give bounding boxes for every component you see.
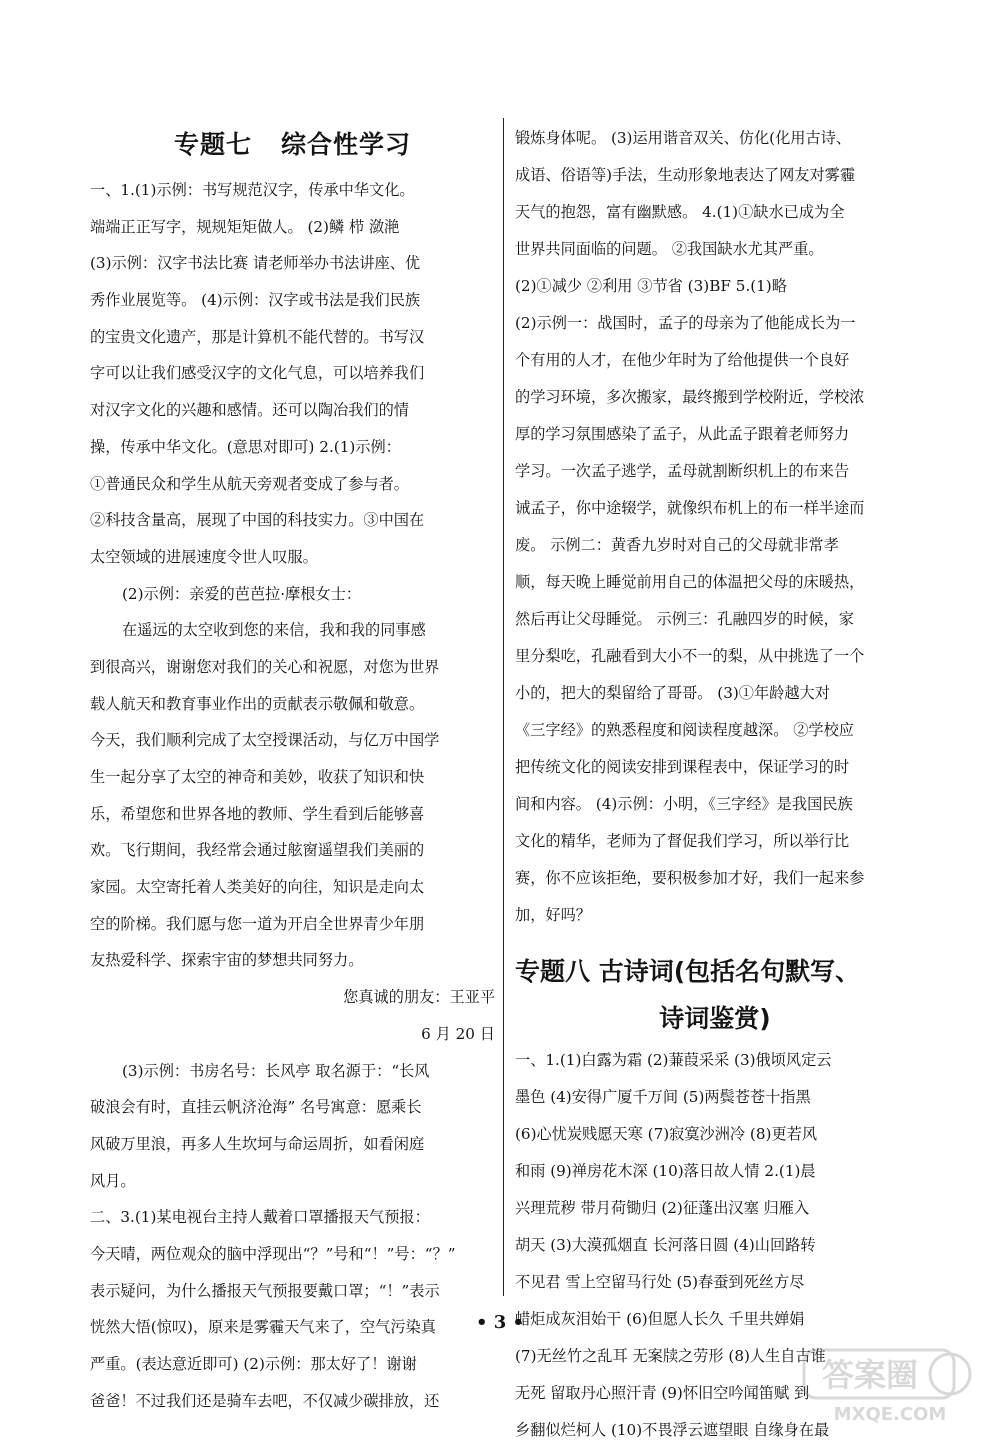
text-line: 欢。飞行期间，我经常会通过舷窗遥望我们美丽的 bbox=[90, 841, 425, 860]
section-title-8: 专题八 古诗词(包括名句默写、 bbox=[515, 957, 861, 986]
text-line: 一、1.(1)白露为霜 (2)蒹葭采采 (3)俄顷风定云 bbox=[515, 1051, 832, 1069]
text-line: 爸爸！不过我们还是骑车去吧，不仅减少碳排放，还 bbox=[90, 1391, 440, 1410]
text-line: 世界共同面临的问题。 ②我国缺水尤其严重。 bbox=[515, 240, 824, 258]
text-line: 里分梨吃，孔融看到大小不一的梨，从中挑选了一个 bbox=[515, 647, 865, 665]
text-line: 锻炼身体呢。 (3)运用谐音双关、仿化(化用古诗、 bbox=[515, 129, 852, 147]
text-line: 成语、俗语等)手法，生动形象地表达了网友对雾霾 bbox=[515, 166, 856, 184]
text-line: 把传统文化的阅读安排到课程表中，保证学习的时 bbox=[515, 758, 850, 776]
text-line: 兴理荒秽 带月荷锄归 (2)征蓬出汉塞 归雁入 bbox=[515, 1199, 810, 1217]
text-line: 端端正正写字，规规矩矩做人。 (2)鳞 栉 潋滟 bbox=[90, 217, 400, 236]
svg-text:MXQE.COM: MXQE.COM bbox=[833, 1404, 947, 1425]
text-line: (7)无丝竹之乱耳 无案牍之劳形 (8)人生自古谁 bbox=[515, 1347, 826, 1365]
text-line: 空的阶梯。我们愿与您一道为开启全世界青少年朋 bbox=[90, 914, 425, 933]
text-line: 表示疑问，为什么播报天气预报要戴口罩；“！”表示 bbox=[90, 1281, 440, 1300]
text-line: 废。 示例二：黄香九岁时对自己的父母就非常孝 bbox=[515, 536, 839, 554]
letter-signature: 您真诚的朋友：王亚平 bbox=[343, 988, 495, 1007]
section-title-7: 专题七 综合性学习 bbox=[173, 130, 412, 159]
text-line: 字可以让我们感受汉字的文化气息，可以培养我们 bbox=[90, 364, 425, 383]
text-line: (3)示例：书房名号：长风亭 取名源于：“长风 bbox=[122, 1061, 430, 1080]
text-line: 个有用的人才，在他少年时为了给他提供一个良好 bbox=[515, 351, 850, 369]
text-line: 墨色 (4)安得广厦千万间 (5)两鬓苍苍十指黑 bbox=[515, 1088, 811, 1106]
text-line: 严重。(表达意近即可) (2)示例：那太好了！谢谢 bbox=[90, 1355, 417, 1373]
text-line: 二、3.(1)某电视台主持人戴着口罩播报天气预报： bbox=[90, 1208, 430, 1227]
text-line: 胡天 (3)大漠孤烟直 长河落日圆 (4)山回路转 bbox=[515, 1236, 816, 1254]
text-line: 到很高兴，谢谢您对我们的关心和祝愿，对您为世界 bbox=[90, 657, 440, 676]
right-column bbox=[515, 120, 915, 1449]
text-line: 乡翻似烂柯人 (10)不畏浮云遮望眼 自缘身在最 bbox=[515, 1421, 830, 1439]
text-line: 无死 留取丹心照汗青 (9)怀旧空吟闻笛赋 到 bbox=[515, 1384, 810, 1402]
text-line: 生一起分享了太空的神奇和美妙，收获了知识和快 bbox=[90, 768, 425, 786]
text-line: 风破万里浪，再多人生坎坷与命运周折，如看闲庭 bbox=[90, 1134, 425, 1153]
text-line: 《三字经》的熟悉程度和阅读程度越深。 ②学校应 bbox=[515, 721, 854, 739]
text-line: 文化的精华，老师为了督促我们学习，所以举行比 bbox=[515, 832, 850, 850]
text-line: ②科技含量高，展现了中国的科技实力。③中国在 bbox=[90, 511, 425, 530]
text-line: 操，传承中华文化。(意思对即可) 2.(1)示例： bbox=[90, 437, 401, 456]
text-line: 今天晴，两位观众的脑中浮现出“？”号和“！”号：“？” bbox=[90, 1244, 456, 1263]
text-line: 在遥远的太空收到您的来信，我和我的同事感 bbox=[122, 621, 426, 640]
text-line: 载人航天和教育事业作出的贡献表示敬佩和敬意。 bbox=[90, 694, 425, 713]
text-line: 今天，我们顺利完成了太空授课活动，与亿万中国学 bbox=[90, 731, 440, 750]
text-line: 对汉字文化的兴趣和感情。还可以陶冶我们的情 bbox=[90, 401, 409, 420]
text-line: 太空领域的进展速度令世人叹服。 bbox=[90, 547, 318, 566]
text-line: 间和内容。 (4)示例：小明，《三字经》是我国民族 bbox=[515, 795, 853, 813]
text-line: (2)示例一：战国时，孟子的母亲为了他能成长为一 bbox=[515, 314, 856, 332]
text-line: 和雨 (9)禅房花木深 (10)落日故人情 2.(1)晨 bbox=[515, 1162, 816, 1180]
text-line: 顺，每天晚上睡觉前用自己的体温把父母的床暖热， bbox=[515, 573, 865, 591]
text-line: 家园。太空寄托着人类美好的向往，知识是走向太 bbox=[90, 878, 425, 897]
text-line: 小的，把大的梨留给了哥哥。 (3)①年龄越大对 bbox=[515, 684, 830, 702]
text-line: (6)心忧炭贱愿天寒 (7)寂寞沙洲冷 (8)更若风 bbox=[515, 1125, 818, 1143]
text-line: 恍然大悟(惊叹)，原来是雾霾天气来了，空气污染真 bbox=[90, 1318, 436, 1337]
text-line: (2)①减少 ②利用 ③节省 (3)BF 5.(1)略 bbox=[515, 277, 787, 295]
left-column bbox=[90, 118, 495, 1419]
text-line: 一、1.(1)示例：书写规范汉字，传承中华文化。 bbox=[90, 181, 415, 199]
text-line: 诫孟子，你中途辍学，就像织布机上的布一样半途而 bbox=[515, 499, 865, 517]
letter-date: 6 月 20 日 bbox=[421, 1024, 495, 1043]
text-line: 破浪会有时，直挂云帆济沧海” 名号寓意：愿乘长 bbox=[90, 1098, 422, 1117]
svg-text:答案圈: 答案圈 bbox=[821, 1356, 919, 1394]
text-line: 然后再让父母睡觉。 示例三：孔融四岁的时候，家 bbox=[515, 610, 854, 628]
text-line: 秀作业展览等。 (4)示例：汉字或书法是我们民族 bbox=[90, 291, 421, 310]
text-line: 风月。 bbox=[90, 1171, 136, 1190]
text-line: ①普通民众和学生从航天旁观者变成了参与者。 bbox=[90, 474, 409, 493]
watermark-logo bbox=[800, 1346, 980, 1426]
text-line: 友热爱科学、探索宇宙的梦想共同努力。 bbox=[90, 951, 364, 970]
page-number: • 3 • bbox=[475, 1312, 525, 1333]
text-line: 厚的学习氛围感染了孟子，从此孟子跟着老师努力 bbox=[515, 425, 850, 443]
text-line: 蜡炬成灰泪始干 (6)但愿人长久 千里共婵娟 bbox=[515, 1310, 805, 1328]
text-line: 天气的抱怨，富有幽默感。 4.(1)①缺水已成为全 bbox=[515, 203, 845, 221]
text-line: 不见君 雪上空留马行处 (5)春蚕到死丝方尽 bbox=[515, 1273, 805, 1291]
text-line: (3)示例：汉字书法比赛 请老师举办书法讲座、优 bbox=[90, 254, 421, 273]
text-line: 乐，希望您和世界各地的教师、学生看到后能够喜 bbox=[90, 804, 425, 823]
text-line: 学习。一次孟子逃学，孟母就割断织机上的布来告 bbox=[515, 462, 850, 480]
letter-salutation: (2)示例：亲爱的芭芭拉·摩根女士： bbox=[122, 584, 361, 603]
text-line: 的宝贵文化遗产，那是计算机不能代替的。书写汉 bbox=[90, 327, 425, 346]
section-title-8-cont: 诗词鉴赏) bbox=[659, 1004, 771, 1033]
column-divider bbox=[503, 118, 504, 1296]
text-line: 赛，你不应该拒绝，要积极参加才好，我们一起来参 bbox=[515, 869, 865, 887]
text-line: 加，好吗？ bbox=[515, 906, 591, 924]
text-line: 的学习环境，多次搬家，最终搬到学校附近，学校浓 bbox=[515, 388, 865, 406]
